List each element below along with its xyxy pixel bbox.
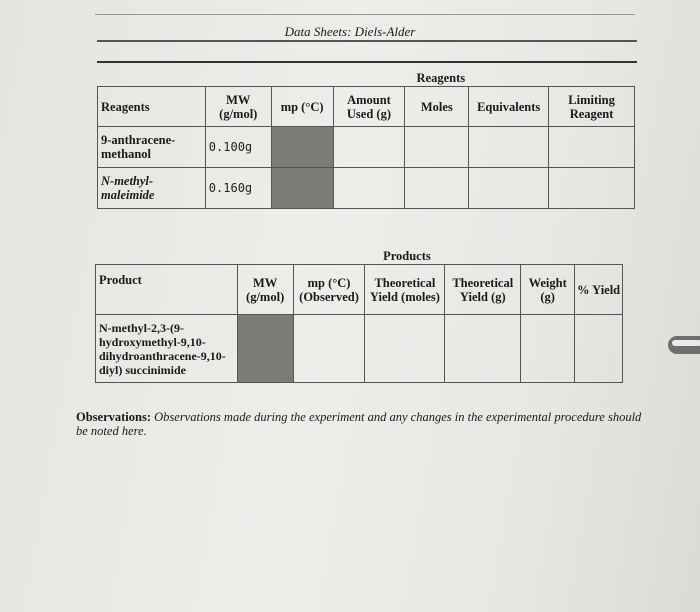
equivalents-cell bbox=[469, 168, 549, 209]
top-faint-line bbox=[95, 14, 635, 15]
table-row bbox=[98, 168, 635, 209]
header-equivalents: Equivalents bbox=[469, 87, 549, 127]
reagent-mw-handwritten: 0.160g bbox=[205, 168, 271, 209]
moles-cell bbox=[405, 127, 469, 168]
theoretical-g-cell bbox=[445, 315, 521, 383]
moles-cell bbox=[405, 168, 469, 209]
limiting-cell bbox=[549, 127, 635, 168]
binder-clip-highlight bbox=[672, 340, 700, 346]
header-yield: % Yield bbox=[575, 265, 623, 315]
observations-label: Observations: bbox=[76, 410, 151, 424]
header-mw: MW (g/mol) bbox=[237, 265, 293, 315]
header-theoretical-moles: Theoretical Yield (moles) bbox=[365, 265, 445, 315]
header-reagents: Reagents bbox=[98, 87, 206, 127]
mp-cell-shaded bbox=[271, 168, 333, 209]
yield-cell bbox=[575, 315, 623, 383]
header-mp: mp (°C) bbox=[271, 87, 333, 127]
mp-observed-cell bbox=[293, 315, 365, 383]
title-rule-bottom bbox=[97, 61, 637, 63]
theoretical-moles-cell bbox=[365, 315, 445, 383]
equivalents-cell bbox=[469, 127, 549, 168]
reagent-mw-handwritten: 0.100g bbox=[205, 127, 271, 168]
weight-cell bbox=[521, 315, 575, 383]
header-limiting: Limiting Reagent bbox=[549, 87, 635, 127]
header-mp-observed: mp (°C) (Observed) bbox=[293, 265, 365, 315]
mp-cell-shaded bbox=[271, 127, 333, 168]
products-caption: Products bbox=[293, 248, 521, 265]
table-row bbox=[96, 315, 623, 383]
header-moles: Moles bbox=[405, 87, 469, 127]
amount-cell bbox=[333, 127, 405, 168]
title-rule-top bbox=[97, 40, 637, 42]
header-weight: Weight (g) bbox=[521, 265, 575, 315]
product-name: N-methyl-2,3-(9-hydroxymethyl-9,10-dihydroanthracene-9,10-diyl) succinimide bbox=[96, 315, 238, 383]
reagent-name: 9-anthracene-methanol bbox=[98, 127, 206, 168]
header-product: Product bbox=[96, 265, 238, 315]
page-title: Data Sheets: Diels-Alder bbox=[284, 24, 416, 39]
reagent-name: N-methyl-maleimide bbox=[98, 168, 206, 209]
table-row bbox=[98, 127, 635, 168]
header-mw: MW (g/mol) bbox=[205, 87, 271, 127]
observations-text: Observations made during the experiment and any changes in the experimental procedure should be noted here. bbox=[76, 410, 642, 438]
amount-cell bbox=[333, 168, 405, 209]
limiting-cell bbox=[549, 168, 635, 209]
reagents-caption: Reagents bbox=[333, 70, 549, 87]
header-amount: Amount Used (g) bbox=[333, 87, 405, 127]
header-theoretical-g: Theoretical Yield (g) bbox=[445, 265, 521, 315]
product-mw-cell-shaded bbox=[237, 315, 293, 383]
products-table bbox=[95, 248, 623, 383]
observations-note bbox=[76, 410, 646, 438]
reagents-table bbox=[97, 70, 635, 209]
